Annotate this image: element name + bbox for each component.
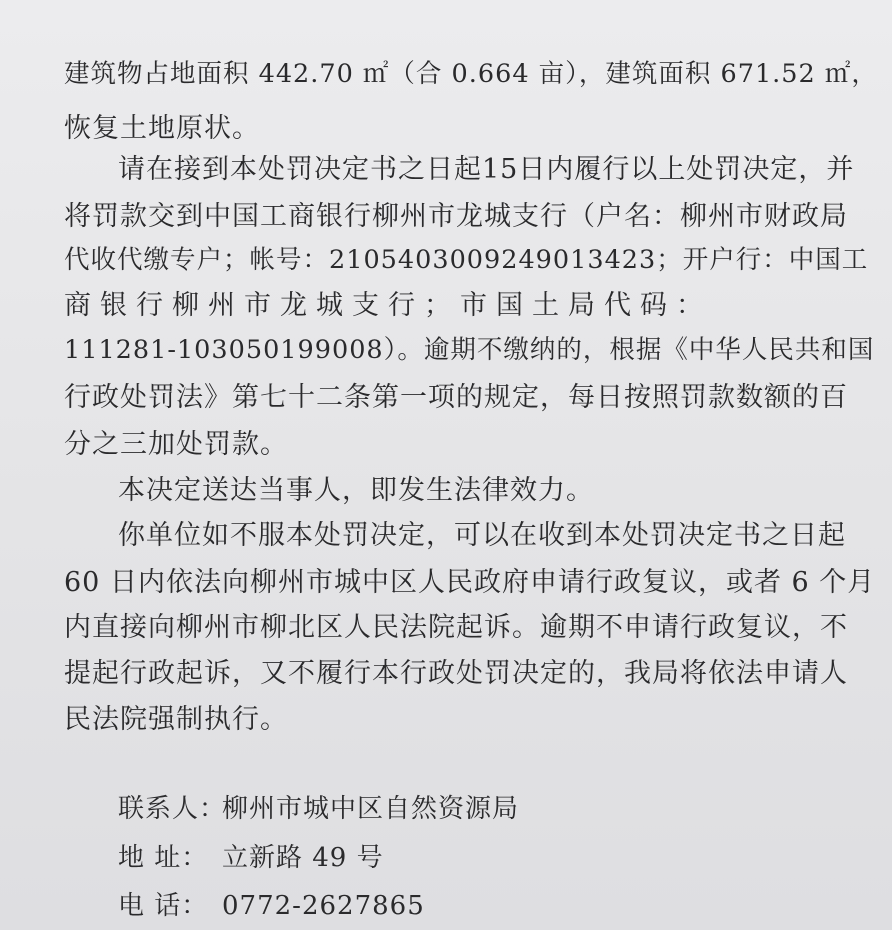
contact-phone-label: 电 话： (118, 891, 209, 921)
contact-phone-row (118, 893, 425, 919)
contact-address-label: 地 址： (118, 843, 209, 873)
body-line-9: 分之三加处罚款。 (64, 429, 288, 460)
body-line-7: 111281-103050199008）。逾期不缴纳的，根据《中华人民共和国 (64, 335, 875, 365)
contact-address-row (118, 845, 384, 871)
body-line-4: 将罚款交到中国工商银行柳州市龙城支行（户名：柳州市财政局 (64, 201, 848, 232)
contact-person-label: 联系人： (118, 794, 227, 824)
contact-person-value: 柳州市城中区自然资源局 (222, 794, 520, 824)
contact-person-row (118, 796, 519, 822)
body-line-13: 内直接向柳州市柳北区人民法院起诉。逾期不申请行政复议，不 (64, 612, 848, 643)
contact-phone-value: 0772-2627865 (222, 891, 425, 921)
body-line-10: 本决定送达当事人，即发生法律效力。 (118, 475, 594, 506)
body-line-2: 恢复土地原状。 (64, 113, 260, 144)
body-line-15: 民法院强制执行。 (64, 704, 288, 735)
body-line-5: 代收代缴专户；帐号：2105403009249013423；开户行：中国工 (64, 245, 869, 275)
body-line-14: 提起行政起诉，又不履行本行政处罚决定的，我局将依法申请人 (64, 658, 848, 689)
contact-address-value: 立新路 49 号 (222, 843, 384, 873)
body-line-11: 你单位如不服本处罚决定，可以在收到本处罚决定书之日起 (118, 520, 846, 551)
body-line-1: 建筑物占地面积 442.70 ㎡（合 0.664 亩），建筑面积 671.52 ㎡， (64, 59, 878, 89)
body-line-3: 请在接到本处罚决定书之日起15日内履行以上处罚决定，并 (118, 154, 855, 185)
body-line-12: 60 日内依法向柳州市城中区人民政府申请行政复议，或者 6 个月 (64, 567, 876, 598)
body-line-6: 商银行柳州市龙城支行；市国土局代码： (64, 290, 712, 321)
body-line-8: 行政处罚法》第七十二条第一项的规定，每日按照罚款数额的百 (64, 382, 848, 413)
